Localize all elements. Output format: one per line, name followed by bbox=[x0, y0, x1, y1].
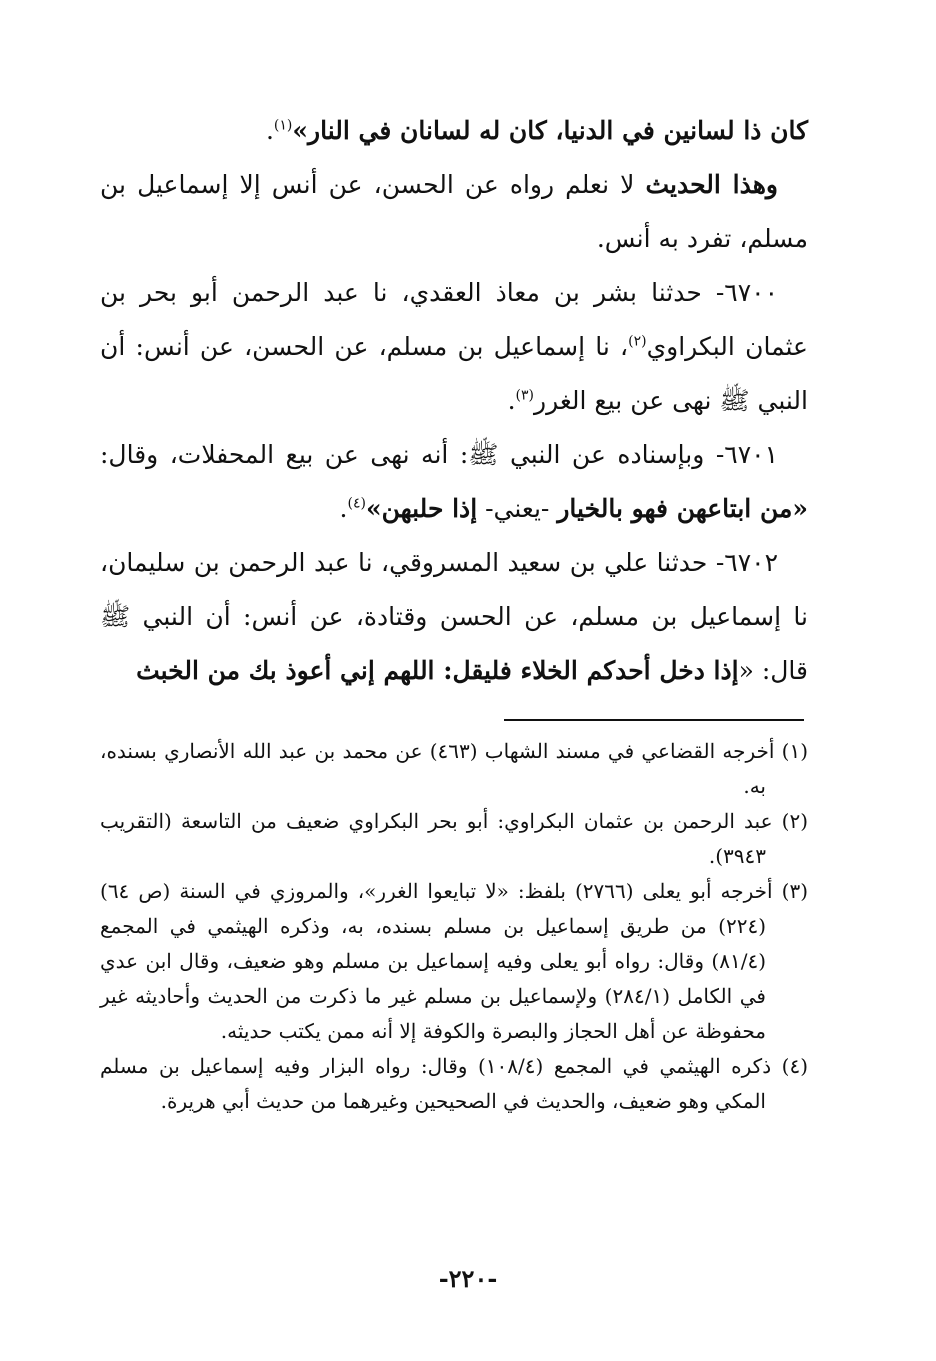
footnote-number: (٢) bbox=[781, 809, 809, 833]
hadith-6700 bbox=[100, 266, 808, 428]
footnote-number: (٣) bbox=[781, 879, 809, 903]
hadith-text: ٦٧٠٢- حدثنا علي بن سعيد المسروقي، نا عبد الرحمن بن سليمان، نا إسماعيل بن مسلم، عن الحسن وقتادة، عن أنس: أن النبي ﷺ قال: « bbox=[100, 548, 808, 685]
footnote-text: أخرجه أبو يعلى (٢٧٦٦) بلفظ: «لا تبايعوا الغرر»، والمروزي في السنة (ص ٦٤) (٢٢٤) من طريق إسماعيل بن مسلم بسنده، به، وذكره الهيثمي في المجمع (٨١/٤) وقال: رواه أبو يعلى وفيه إسماعيل بن مسلم وهو ضعيف، وقال ابن عدي في الكامل (٢٨٤/١) ولإسماعيل بن مسلم غير ما ذكرت من الحديث وأحاديثه غير محفوظة عن أهل الحجاز والبصرة والكوفة إلا أنه ممن يكتب حديثه. bbox=[100, 879, 773, 1043]
footnote-number: (١) bbox=[781, 739, 809, 763]
hadith-6702 bbox=[100, 536, 808, 698]
paragraph-text: لا نعلم رواه عن الحسن، عن أنس إلا إسماعيل بن مسلم، تفرد به أنس. bbox=[100, 170, 808, 253]
paragraph-1 bbox=[100, 104, 808, 158]
footnote-2 bbox=[100, 804, 808, 874]
punctuation: . bbox=[265, 116, 274, 145]
footnote-ref-1: (١) bbox=[273, 117, 293, 134]
punctuation: . bbox=[507, 386, 516, 415]
page-number: -٢٢٠- bbox=[438, 1264, 498, 1293]
footnote-4 bbox=[100, 1049, 808, 1119]
footnote-ref-2: (٢) bbox=[628, 333, 647, 350]
footnote-3 bbox=[100, 874, 808, 1049]
hadith-text: ٦٧٠٠- حدثنا بشر بن معاذ العقدي، نا عبد الرحمن أبو بحر بن عثمان البكراوي bbox=[100, 278, 808, 361]
hadith-6701 bbox=[100, 428, 808, 536]
hadith-text: ٦٧٠١- وبإسناده عن النبي ﷺ: أنه نهى عن بيع المحفلات، وقال: bbox=[100, 440, 778, 469]
hadith-text-bold: إذا حلبهن» bbox=[365, 494, 478, 523]
footnote-text: ذكره الهيثمي في المجمع (١٠٨/٤) وقال: رواه البزار وفيه إسماعيل بن مسلم المكي وهو ضعيف، والحديث في الصحيحين وغيرهما من حديث أبي هريرة. bbox=[100, 1054, 772, 1113]
footnote-text: أخرجه القضاعي في مسند الشهاب (٤٦٣) عن محمد بن عبد الله الأنصاري بسنده، به. bbox=[100, 739, 775, 798]
footnote-1 bbox=[100, 734, 808, 804]
hadith-text-bold: كان ذا لسانين في الدنيا، كان له لسانان في النار» bbox=[292, 116, 808, 145]
hadith-text: ، نا إسماعيل بن مسلم، عن الحسن، عن أنس: أن النبي ﷺ نهى عن بيع الغرر bbox=[100, 332, 808, 415]
hadith-text-bold: «من ابتاعهن فهو بالخيار bbox=[557, 494, 808, 523]
footnote-ref-3: (٣) bbox=[515, 387, 534, 404]
footnotes bbox=[100, 734, 808, 1119]
footnote-separator bbox=[504, 719, 804, 721]
footnote-text: عبد الرحمن بن عثمان البكراوي: أبو بحر البكراوي ضعيف من التاسعة (التقريب ٣٩٤٣). bbox=[100, 809, 773, 868]
main-text bbox=[100, 104, 808, 698]
paragraph-lead-bold: وهذا الحديث bbox=[645, 170, 778, 199]
paragraph-2 bbox=[100, 158, 808, 266]
footnote-ref-4: (٤) bbox=[347, 495, 366, 512]
hadith-text: -يعني- bbox=[477, 494, 558, 523]
hadith-text-bold: إذا دخل أحدكم الخلاء فليقل: اللهم إني أعوذ بك من الخبث bbox=[136, 656, 739, 685]
footnote-number: (٤) bbox=[781, 1054, 809, 1078]
punctuation: . bbox=[339, 494, 348, 523]
